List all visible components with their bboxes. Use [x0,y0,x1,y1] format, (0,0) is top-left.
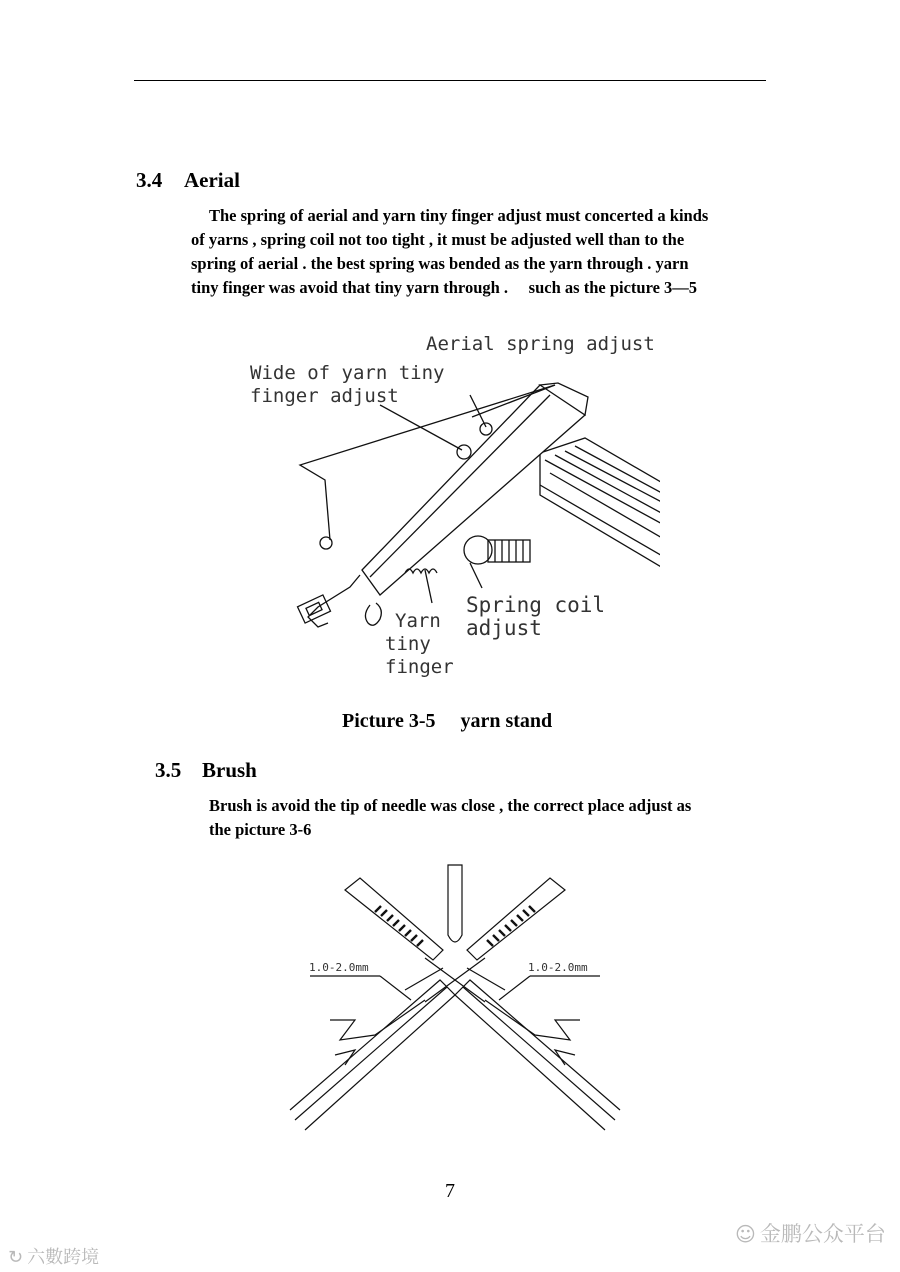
paragraph-line: the picture 3-6 [209,820,312,839]
watermark-text: 金鹏公众平台 [759,1222,886,1246]
brush-paragraph [209,794,691,842]
label-spring-coil-line2: adjust [466,616,542,640]
section-title: Brush [202,758,257,782]
label-yarn-line2: tiny [385,633,431,655]
paragraph-line: tiny finger was avoid that tiny yarn through . such as the picture 3—5 [191,278,698,297]
paragraph-line: The spring of aerial and yarn tiny finger adjust must concerted a kinds [209,206,709,225]
page-number: 7 [445,1180,455,1202]
paragraph-line: spring of aerial . the best spring was bended as the yarn through . yarn [191,254,689,273]
section-heading-aerial [136,168,240,193]
watermark-logo-icon: ↻ [8,1247,24,1268]
paragraph-line: Brush is avoid the tip of needle was close , the correct place adjust as [209,796,692,815]
label-wide-line1: Wide of yarn tiny [250,362,445,384]
aerial-paragraph [191,204,708,300]
section-number: 3.4 [136,168,163,192]
paragraph-line: of yarns , spring coil not too tight , it must be adjusted well than to the [191,230,685,249]
watermark-bottom-left [8,1243,99,1269]
wechat-icon: ☺ [735,1222,756,1246]
yarn-stand-drawing [298,383,660,627]
watermark-text: 六數跨境 [27,1247,100,1268]
right-dimension-label: 1.0-2.0mm [528,961,588,974]
label-yarn-line3: finger [385,656,454,678]
yarn-stand-figure [240,325,660,685]
header-rule [134,80,766,81]
figure-caption: Picture 3-5 yarn stand [342,710,553,732]
label-aerial-spring: Aerial spring adjust [426,333,655,355]
label-spring-coil-line1: Spring coil [466,593,606,617]
brush-drawing [290,865,620,1130]
label-yarn-line1: Yarn [395,610,441,632]
label-wide-line2: finger adjust [250,385,399,407]
brush-figure [285,860,625,1140]
section-title: Aerial [184,168,240,192]
section-heading-brush [155,758,257,783]
section-number: 3.5 [155,758,182,782]
watermark-bottom-right [735,1218,886,1248]
left-dimension-label: 1.0-2.0mm [309,961,369,974]
